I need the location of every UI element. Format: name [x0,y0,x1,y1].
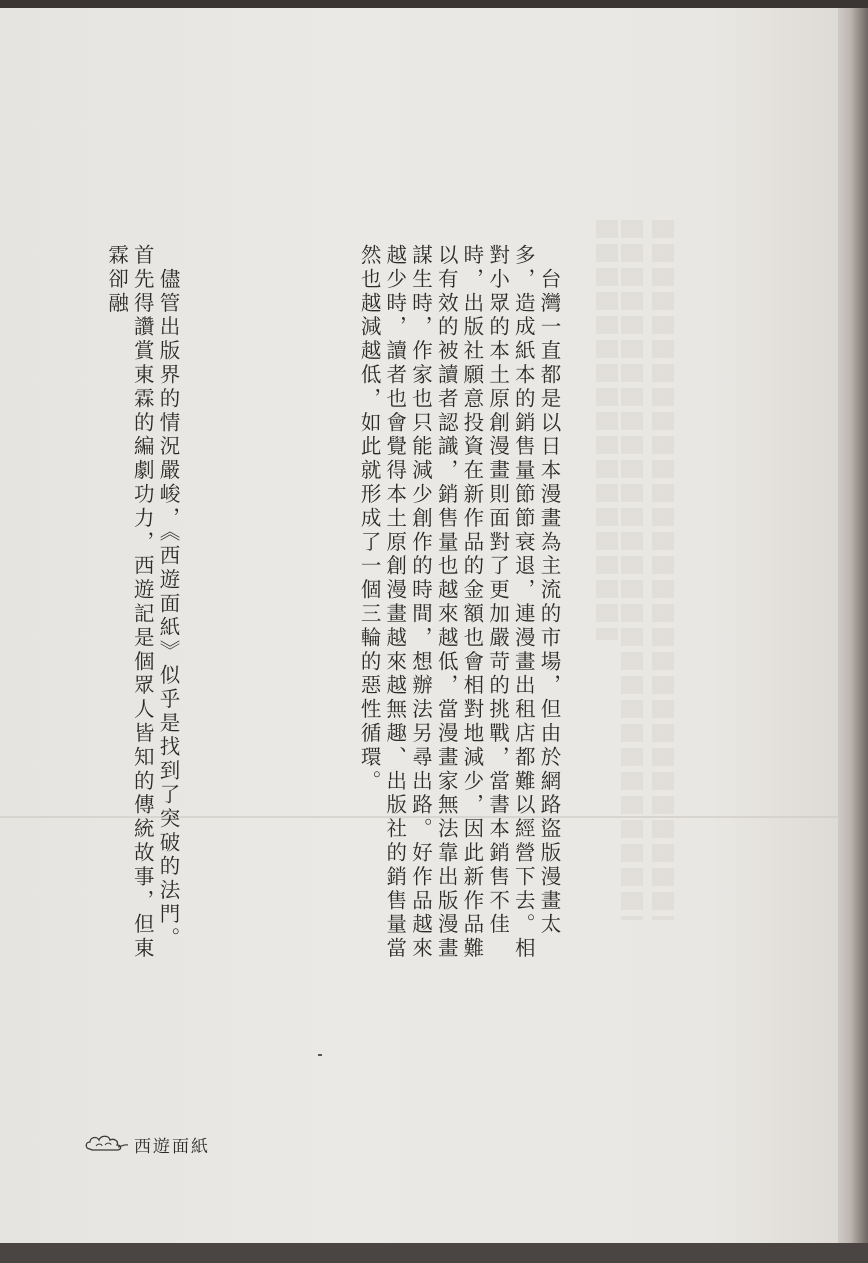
scan-speck [318,1054,322,1056]
bleed-through-text [652,220,674,920]
bleed-through-text [621,220,643,920]
book-page [0,8,838,1243]
scan-background [0,1243,868,1263]
page-edge-shadow [838,8,868,1243]
body-paragraph-2: 儘管出版界的情況嚴峻，《西遊面紙》似乎是找到了突破的法門。首先得讚賞東霖的編劇功力，西遊記是個眾人皆知的傳統故事，但東霖卻融 [104,244,180,961]
cloud-icon [84,1132,130,1156]
body-paragraph-1: 台灣一直都是以日本漫畫為主流的市場，但由於網路盜版漫畫太多，造成紙本的銷售量節節衰退，連漫畫出租店都難以經營下去。相對小眾的本土原創漫畫則面對了更加嚴苛的挑戰，當書本銷售不佳時，出版社願意投資在新作品的金額也會相對地減少，因此新作品難以有效的被讀者認識，銷售量也越來越低，當漫畫家無法靠出版漫畫謀生時，作家也只能減少創作的時間，想辦法另尋出路。好作品越來越少時，讀者也會覺得本土原創漫畫越來越無趣、出版社的銷售量當然也越減越低，如此就形成了一個三輪的惡性循環。 [357,244,561,961]
book-title: 西遊面紙 [134,1136,210,1157]
bleed-through-text [596,220,618,640]
running-footer [84,1129,210,1159]
